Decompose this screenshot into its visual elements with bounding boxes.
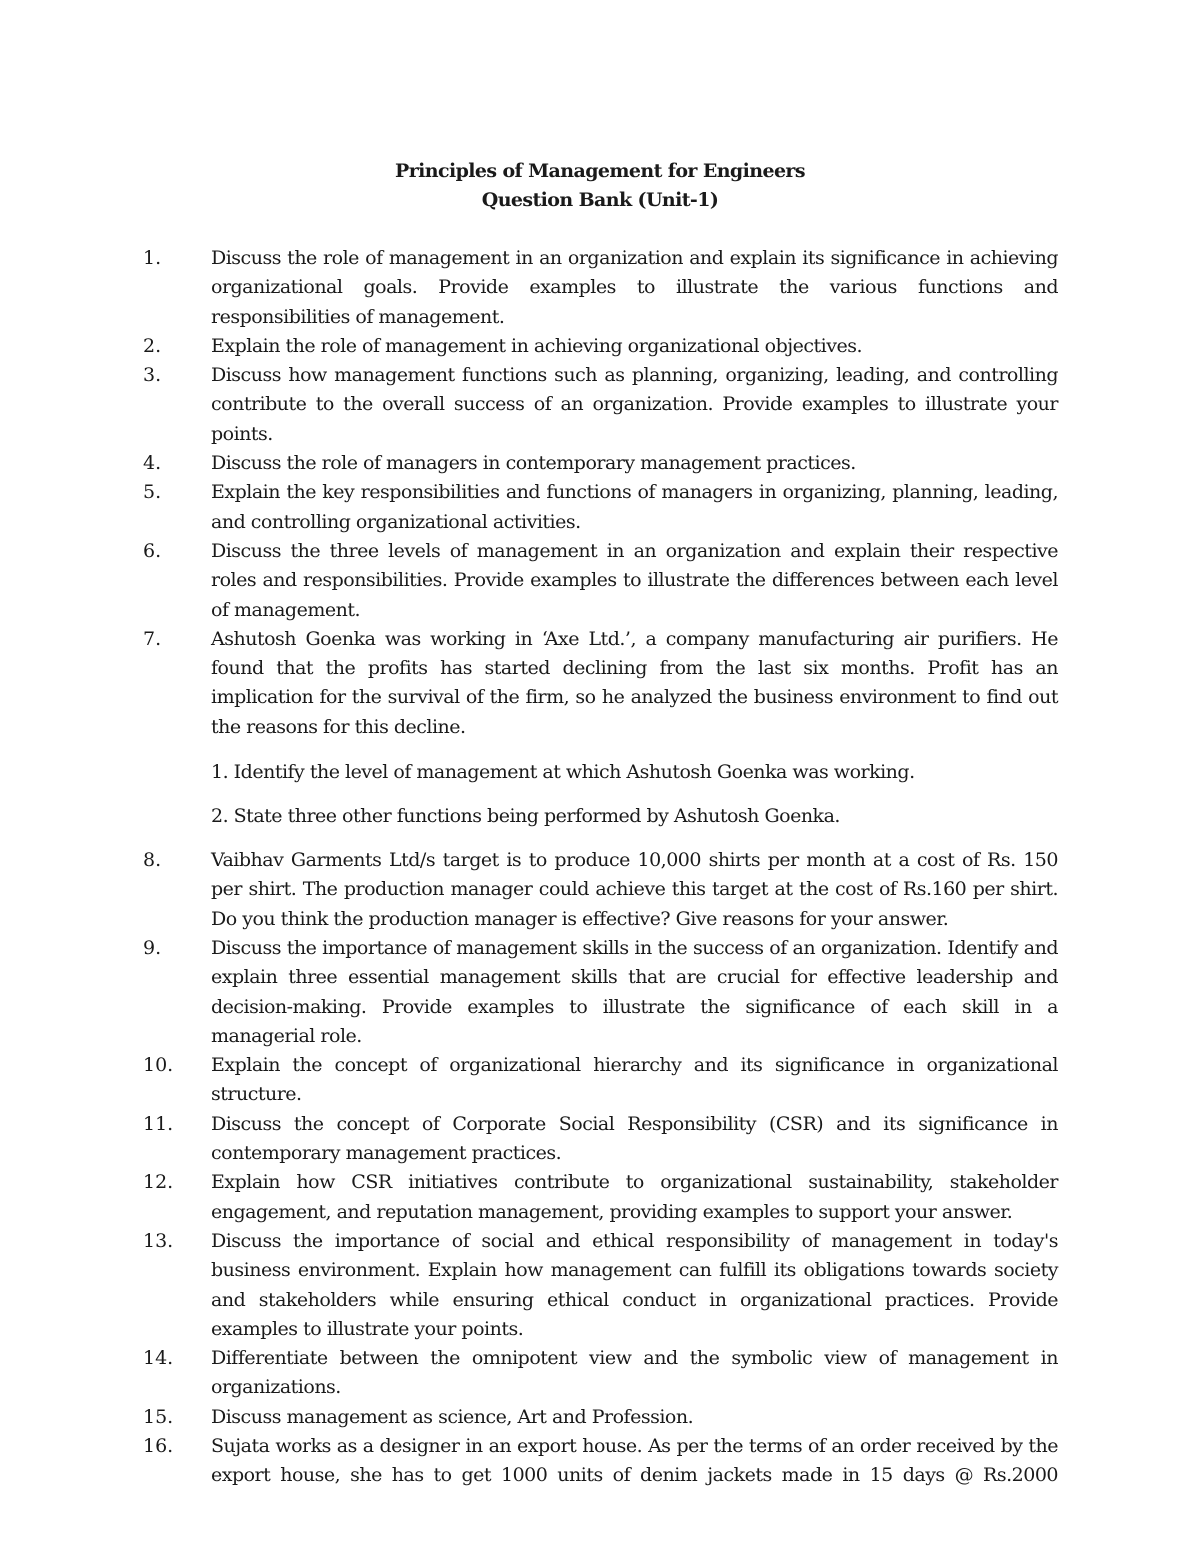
question-number: 2. <box>143 334 162 357</box>
question-item <box>143 934 1058 1051</box>
question-text: Discuss the importance of management skills in the success of an organization. Identify and explain three essential management skills that are crucial for effective leadership and decision-making. Provide examples to illustrate the significance of each skill in a managerial role. <box>211 936 1058 1047</box>
question-number: 4. <box>143 452 162 475</box>
question-item <box>143 537 1058 625</box>
question-text: Ashutosh Goenka was working in ‘Axe Ltd.’, a company manufacturing air purifiers. He found that the profits has started declining from the last six months. Profit has an implication for the survival of the firm, so he analyzed the business environment to find out the reasons for this decline. <box>211 627 1058 738</box>
question-text: Explain the concept of organizational hierarchy and its significance in organizational structure. <box>211 1054 1058 1106</box>
question-item <box>143 361 1058 449</box>
question-number: 14. <box>143 1347 174 1370</box>
question-item <box>143 1227 1058 1344</box>
question-text: Discuss the concept of Corporate Social Responsibility (CSR) and its significance in contemporary management practices. <box>211 1112 1058 1165</box>
question-text: Explain the role of management in achieving organizational objectives. <box>211 334 863 357</box>
question-text: Differentiate between the omnipotent view and the symbolic view of management in organizations. <box>211 1347 1058 1399</box>
document-title: Principles of Management for Engineers <box>395 160 805 182</box>
document-subtitle: Question Bank (Unit-1) <box>481 189 719 211</box>
question-item <box>143 625 1058 742</box>
question-item <box>143 1403 1058 1432</box>
question-item <box>143 478 1058 537</box>
question-item <box>143 1432 1058 1491</box>
question-item <box>143 1051 1058 1110</box>
question-item <box>143 846 1058 934</box>
question-number: 5. <box>143 481 162 504</box>
question-item <box>143 244 1058 332</box>
question-text: Discuss the three levels of management in an organization and explain their respective roles and responsibilities. Provide examples to illustrate the differences between each level of management. <box>211 539 1058 621</box>
question-text: Explain the key responsibilities and functions of managers in organizing, planning, leading, and controlling organizational activities. <box>211 481 1058 533</box>
question-number: 11. <box>143 1112 174 1135</box>
question-text: Discuss how management functions such as planning, organizing, leading, and controlling contribute to the overall success of an organization. Provide examples to illustrate your points. <box>211 364 1058 445</box>
sub-question: 2. State three other functions being performed by Ashutosh Goenka. <box>211 805 840 828</box>
question-item <box>143 1344 1058 1403</box>
question-item <box>143 1110 1058 1169</box>
question-text: Discuss management as science, Art and Profession. <box>211 1405 694 1428</box>
question-item <box>143 1168 1058 1227</box>
question-number: 8. <box>143 849 162 872</box>
question-number: 16. <box>143 1434 174 1457</box>
question-item <box>143 332 1058 361</box>
question-number: 15. <box>143 1405 174 1428</box>
question-item <box>143 449 1058 478</box>
question-number: 1. <box>143 247 162 269</box>
question-number: 9. <box>143 936 162 959</box>
sub-question: 1. Identify the level of management at which Ashutosh Goenka was working. <box>211 761 915 784</box>
question-number: 12. <box>143 1171 174 1194</box>
question-text: Explain how CSR initiatives contribute to organizational sustainability, stakeholder engagement, and reputation management, providing examples to support your answer. <box>211 1171 1058 1223</box>
question-number: 10. <box>143 1054 174 1077</box>
question-text: Sujata works as a designer in an export house. As per the terms of an order received by the export house, she has to get 1000 units of denim jackets made in 15 days @ Rs.2000 <box>211 1434 1058 1487</box>
question-text: Vaibhav Garments Ltd/s target is to produce 10,000 shirts per month at a cost of Rs. 150 per shirt. The production manager could achieve this target at the cost of Rs.160 per shirt. Do you think the production manager is effective? Give reasons for your answer. <box>211 849 1058 930</box>
question-list <box>143 244 1058 1491</box>
question-number: 7. <box>143 627 162 650</box>
question-number: 13. <box>143 1229 174 1252</box>
question-number: 6. <box>143 539 162 562</box>
question-text: Discuss the role of managers in contemporary management practices. <box>211 452 856 475</box>
question-text: Discuss the role of management in an organization and explain its significance in achieving organizational goals. Provide examples to illustrate the various functions and responsibilities of management. <box>211 247 1058 328</box>
question-number: 3. <box>143 364 162 387</box>
question-text: Discuss the importance of social and ethical responsibility of management in today's business environment. Explain how management can fulfill its obligations towards society and stakeholders while ensuring ethical conduct in organizational practices. Provide examples to illustrate your points. <box>211 1229 1058 1340</box>
